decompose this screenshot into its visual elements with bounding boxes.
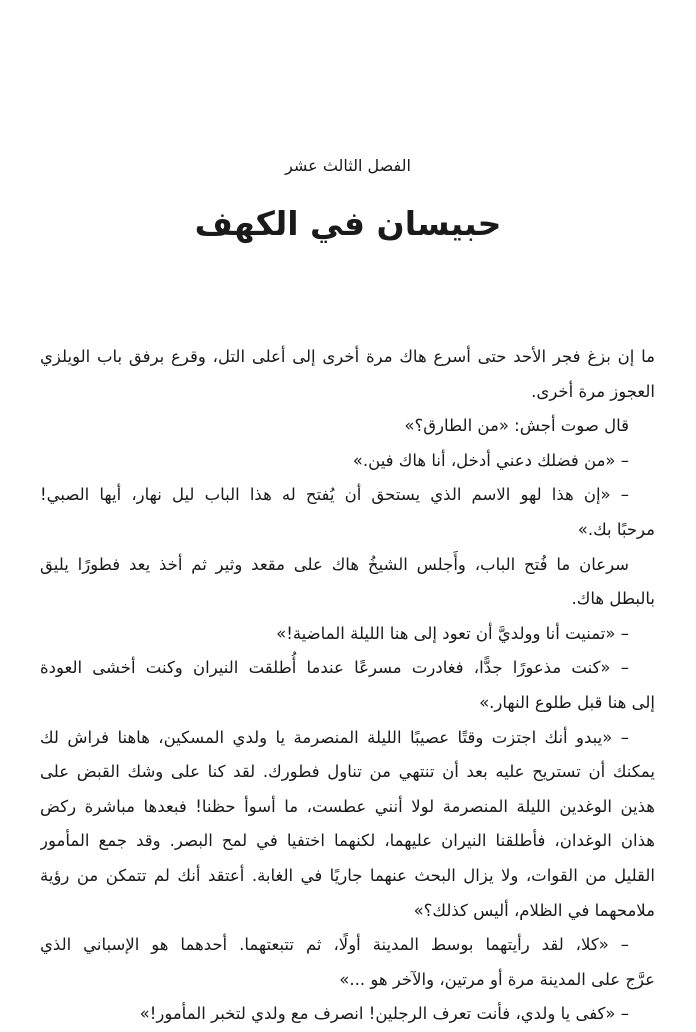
text-line: – «كنت مذعورًا جدًّا، فغادرت مسرعًا عندما أُطلقت النيران وكنت أخشى العودة [40,658,629,678]
text-line: يمكنك أن تستريح عليه بعد أن تنتهي من تناول فطورك. لقد كنا على وشك القبض على [40,762,655,782]
text-line: ملامحهما في الظلام، أليس كذلك؟» [413,900,655,920]
chapter-title: حبيسان في الكهف [194,204,502,243]
chapter-number: الفصل الثالث عشر [285,156,411,175]
text-line: هذان الوغدان، فأطلقنا النيران عليهما، لكنهما اختفيا في لمح البصر. وقد جمع المأمور [40,831,655,851]
text-line: ما إن بزغ فجر الأحد حتى أسرع هاك مرة أخرى إلى أعلى التل، وقرع برفق باب الويلزي [40,347,655,366]
text-line: هذين الوغدين الليلة المنصرمة لولا أنني عطست، ما أسوأ حظنا! فبعدها مباشرة ركض [40,796,655,816]
chapter-body-text [40,340,655,1032]
text-line: بالبطل هاك. [571,589,655,609]
text-line: – «يبدو أنك اجتزت وقتًا عصيبًا الليلة المنصرمة يا ولدي المسكين، هاهنا فراش لك [40,727,629,747]
text-line: عرَّج على المدينة مرة أو مرتين، والآخر هو ...» [339,969,655,989]
text-line: – «كلا، لقد رأيتهما بوسط المدينة أولًا، ثم تتبعتهما. أحدهما هو الإسباني الذي [40,935,629,955]
text-line: العجوز مرة أخرى. [531,381,655,401]
text-line: مرحبًا بك.» [577,519,655,539]
text-line: – «إن هذا لهو الاسم الذي يستحق أن يُفتح له هذا الباب ليل نهار، أيها الصبي! [40,485,629,505]
text-line: سرعان ما فُتح الباب، وأَجلس الشيخُ هاك على مقعد وثير ثم أخذ يعد فطورًا يليق [40,554,629,574]
text-line: القليل من القوات، ولا يزال البحث عنهما جاريًا في الغابة. أعتقد أنك لم تتمكن من رؤية [40,865,655,885]
text-line: قال صوت أجش: «من الطارق؟» [404,416,629,436]
text-line: – «كفى يا ولدي، فأنت تعرف الرجلين! انصرف مع ولدي لتخبر المأمور!» [139,1004,629,1024]
text-line: إلى هنا قبل طلوع النهار.» [479,692,655,712]
text-line: – «من فضلك دعني أدخل، أنا هاك فين.» [352,450,629,470]
text-line: – «تمنيت أنا وولديَّ أن تعود إلى هنا الليلة الماضية!» [276,623,629,643]
